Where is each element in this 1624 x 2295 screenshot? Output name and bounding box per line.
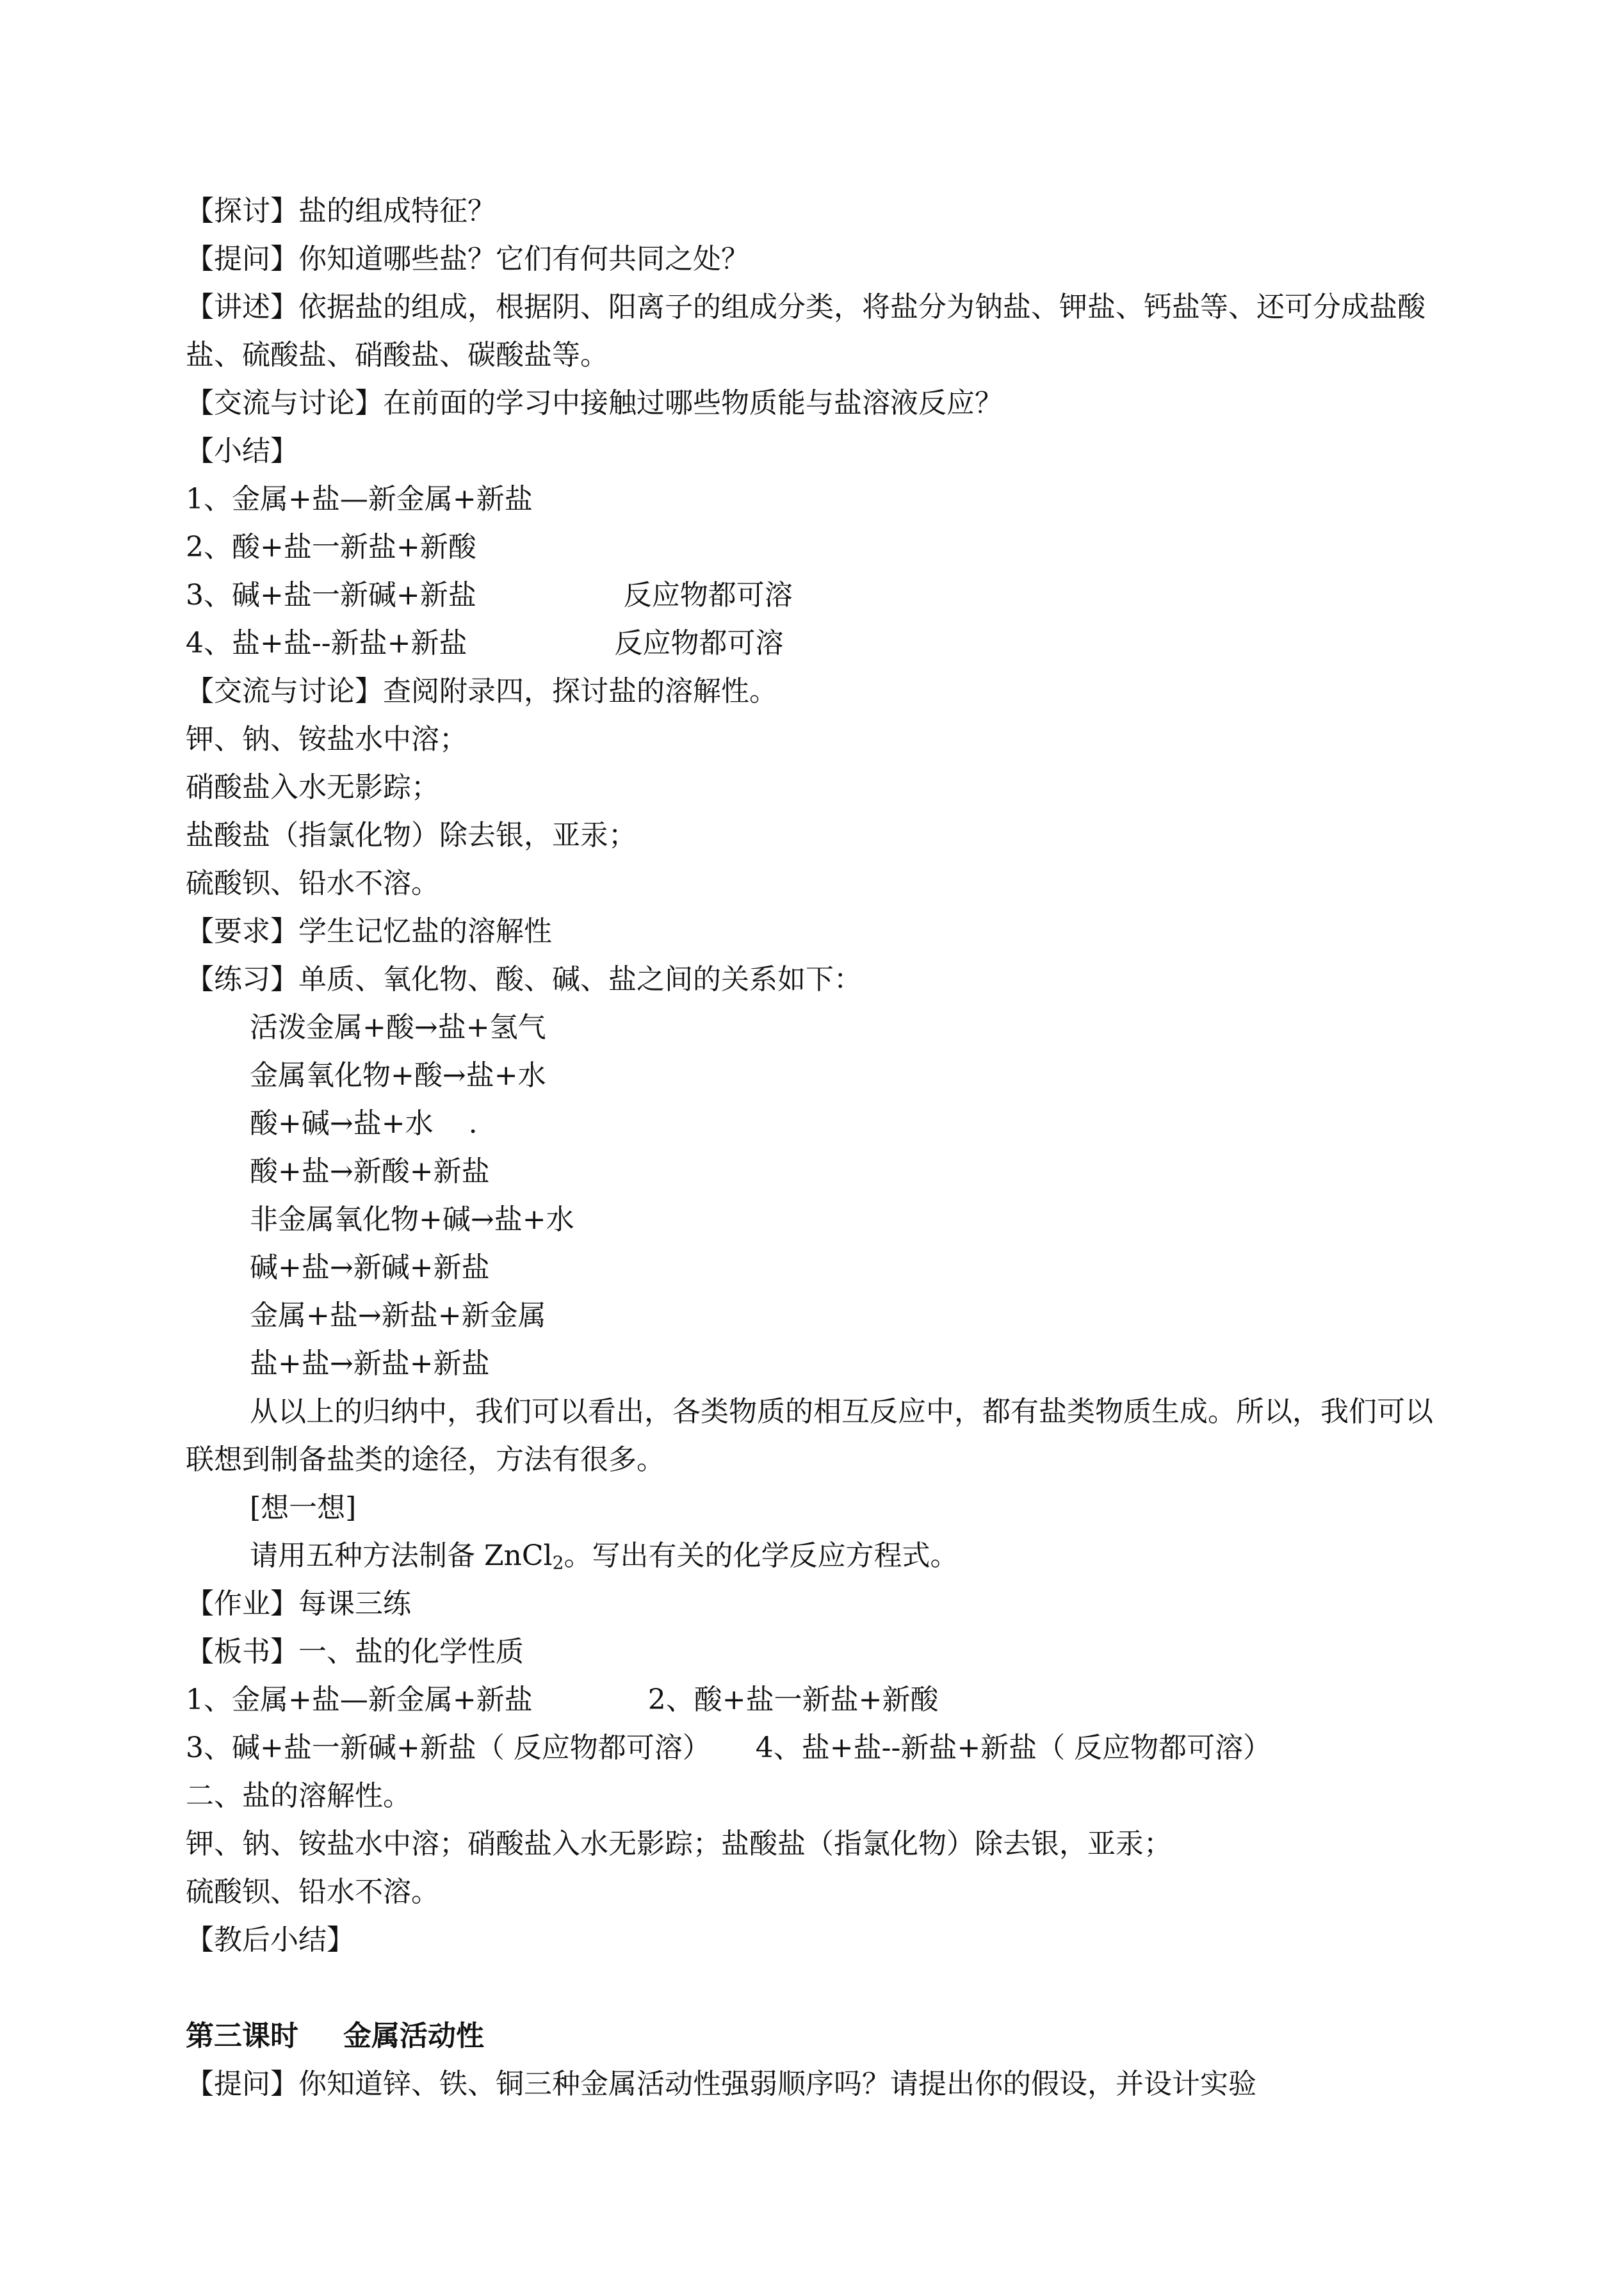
reaction-3: [186, 1099, 1454, 1148]
discuss-line: 【探讨】盐的组成特征？: [186, 195, 496, 227]
solubility-rule-3: 盐酸盐（指氯化物）除去银，亚汞；: [186, 819, 637, 852]
summary-item-4-note: 反应物都可溶: [614, 627, 784, 660]
question-line: 【提问】你知道哪些盐？它们有何共同之处？: [186, 243, 749, 275]
reaction-6: 碱+盐→新碱+新盐: [250, 1251, 490, 1284]
board-solubility-heading: 二、盐的溶解性。: [186, 1780, 411, 1812]
requirement-line: 【要求】学生记忆盐的溶解性: [186, 915, 552, 948]
preparation-question-rest: 。写出有关的化学反应方程式。: [564, 1539, 959, 1572]
summary-heading: 【小结】: [186, 435, 298, 467]
lesson-number: 第三课时: [186, 2020, 298, 2052]
solubility-discussion-line: 【交流与讨论】查阅附录四，探讨盐的溶解性。: [186, 675, 777, 708]
solubility-rule-2: 硝酸盐入水无影踪；: [186, 771, 439, 804]
lesson-title: 金属活动性: [343, 2020, 484, 2052]
document-body: [186, 187, 1454, 2108]
summary-item-3-text: 3、碱+盐一新碱+新盐: [186, 579, 476, 612]
board-solubility-rules: 钾、钠、铵盐水中溶；硝酸盐入水无影踪；盐酸盐（指氯化物）除去银，亚汞；: [186, 1828, 1172, 1860]
think-heading: [想一想]: [250, 1491, 357, 1524]
homework-line: 【作业】每课三练: [186, 1587, 411, 1620]
board-item-3: 3、碱+盐一新碱+新盐（ 反应物都可溶）: [186, 1731, 711, 1764]
lecture-paragraph: 【讲述】依据盐的组成，根据阴、阳离子的组成分类，将盐分为钠盐、钾盐、钙盐等、还可分成盐酸盐、硫酸盐、硝酸盐、碳酸盐等。: [186, 291, 1425, 371]
preparation-question: [186, 1532, 1454, 1580]
post-lesson-summary: 【教后小结】: [186, 1924, 355, 1956]
summary-item-4-text: 4、盐+盐--新盐+新盐: [186, 627, 467, 660]
board-item-2: 2、酸+盐一新盐+新酸: [647, 1683, 939, 1716]
activity-question: 【提问】你知道锌、铁、铜三种金属活动性强弱顺序吗？请提出你的假设，并设计实验: [186, 2068, 1256, 2100]
reaction-3-text: 酸+碱→盐+水: [250, 1107, 434, 1140]
board-item-1: 1、金属+盐—新金属+新盐: [186, 1683, 533, 1716]
reaction-4: 酸+盐→新酸+新盐: [250, 1155, 490, 1188]
reaction-8: 盐+盐→新盐+新盐: [250, 1347, 490, 1380]
board-solubility-rule-last: 硫酸钡、铅水不溶。: [186, 1876, 439, 1908]
board-item-4: 4、盐+盐--新盐+新盐（ 反应物都可溶）: [755, 1731, 1272, 1764]
summary-item-3-note: 反应物都可溶: [623, 579, 793, 612]
solubility-rule-1: 钾、钠、铵盐水中溶；: [186, 723, 467, 756]
exercise-line: 【练习】单质、氧化物、酸、碱、盐之间的关系如下：: [186, 963, 862, 996]
summary-item-1: 1、金属+盐—新金属+新盐: [186, 483, 533, 515]
summary-item-4: [186, 619, 1454, 667]
board-row-1: [186, 1676, 1454, 1724]
section-gap: [186, 1964, 1454, 2012]
reaction-1: 活泼金属+酸→盐+氢气: [250, 1011, 546, 1044]
summary-item-2: 2、酸+盐一新盐+新酸: [186, 531, 476, 564]
exchange-discussion-line: 【交流与讨论】在前面的学习中接触过哪些物质能与盐溶液反应？: [186, 387, 1003, 419]
preparation-question-text: 请用五种方法制备 ZnCl: [250, 1539, 553, 1572]
board-heading: 【板书】一、盐的化学性质: [186, 1635, 524, 1668]
summary-item-3: [186, 571, 1454, 619]
reaction-5: 非金属氧化物+碱→盐+水: [250, 1203, 574, 1236]
lesson-heading: [186, 2012, 1454, 2060]
reaction-7: 金属+盐→新盐+新金属: [250, 1299, 546, 1332]
board-row-2: [186, 1724, 1454, 1772]
subscript-2: 2: [552, 1552, 564, 1573]
solubility-rule-4: 硫酸钡、铅水不溶。: [186, 867, 439, 900]
conclusion-paragraph: 从以上的归纳中，我们可以看出，各类物质的相互反应中，都有盐类物质生成。所以，我们可以联想到制备盐类的途径，方法有很多。: [186, 1395, 1433, 1476]
reaction-2: 金属氧化物+酸→盐+水: [250, 1059, 546, 1092]
reaction-3-dot: .: [468, 1107, 478, 1140]
